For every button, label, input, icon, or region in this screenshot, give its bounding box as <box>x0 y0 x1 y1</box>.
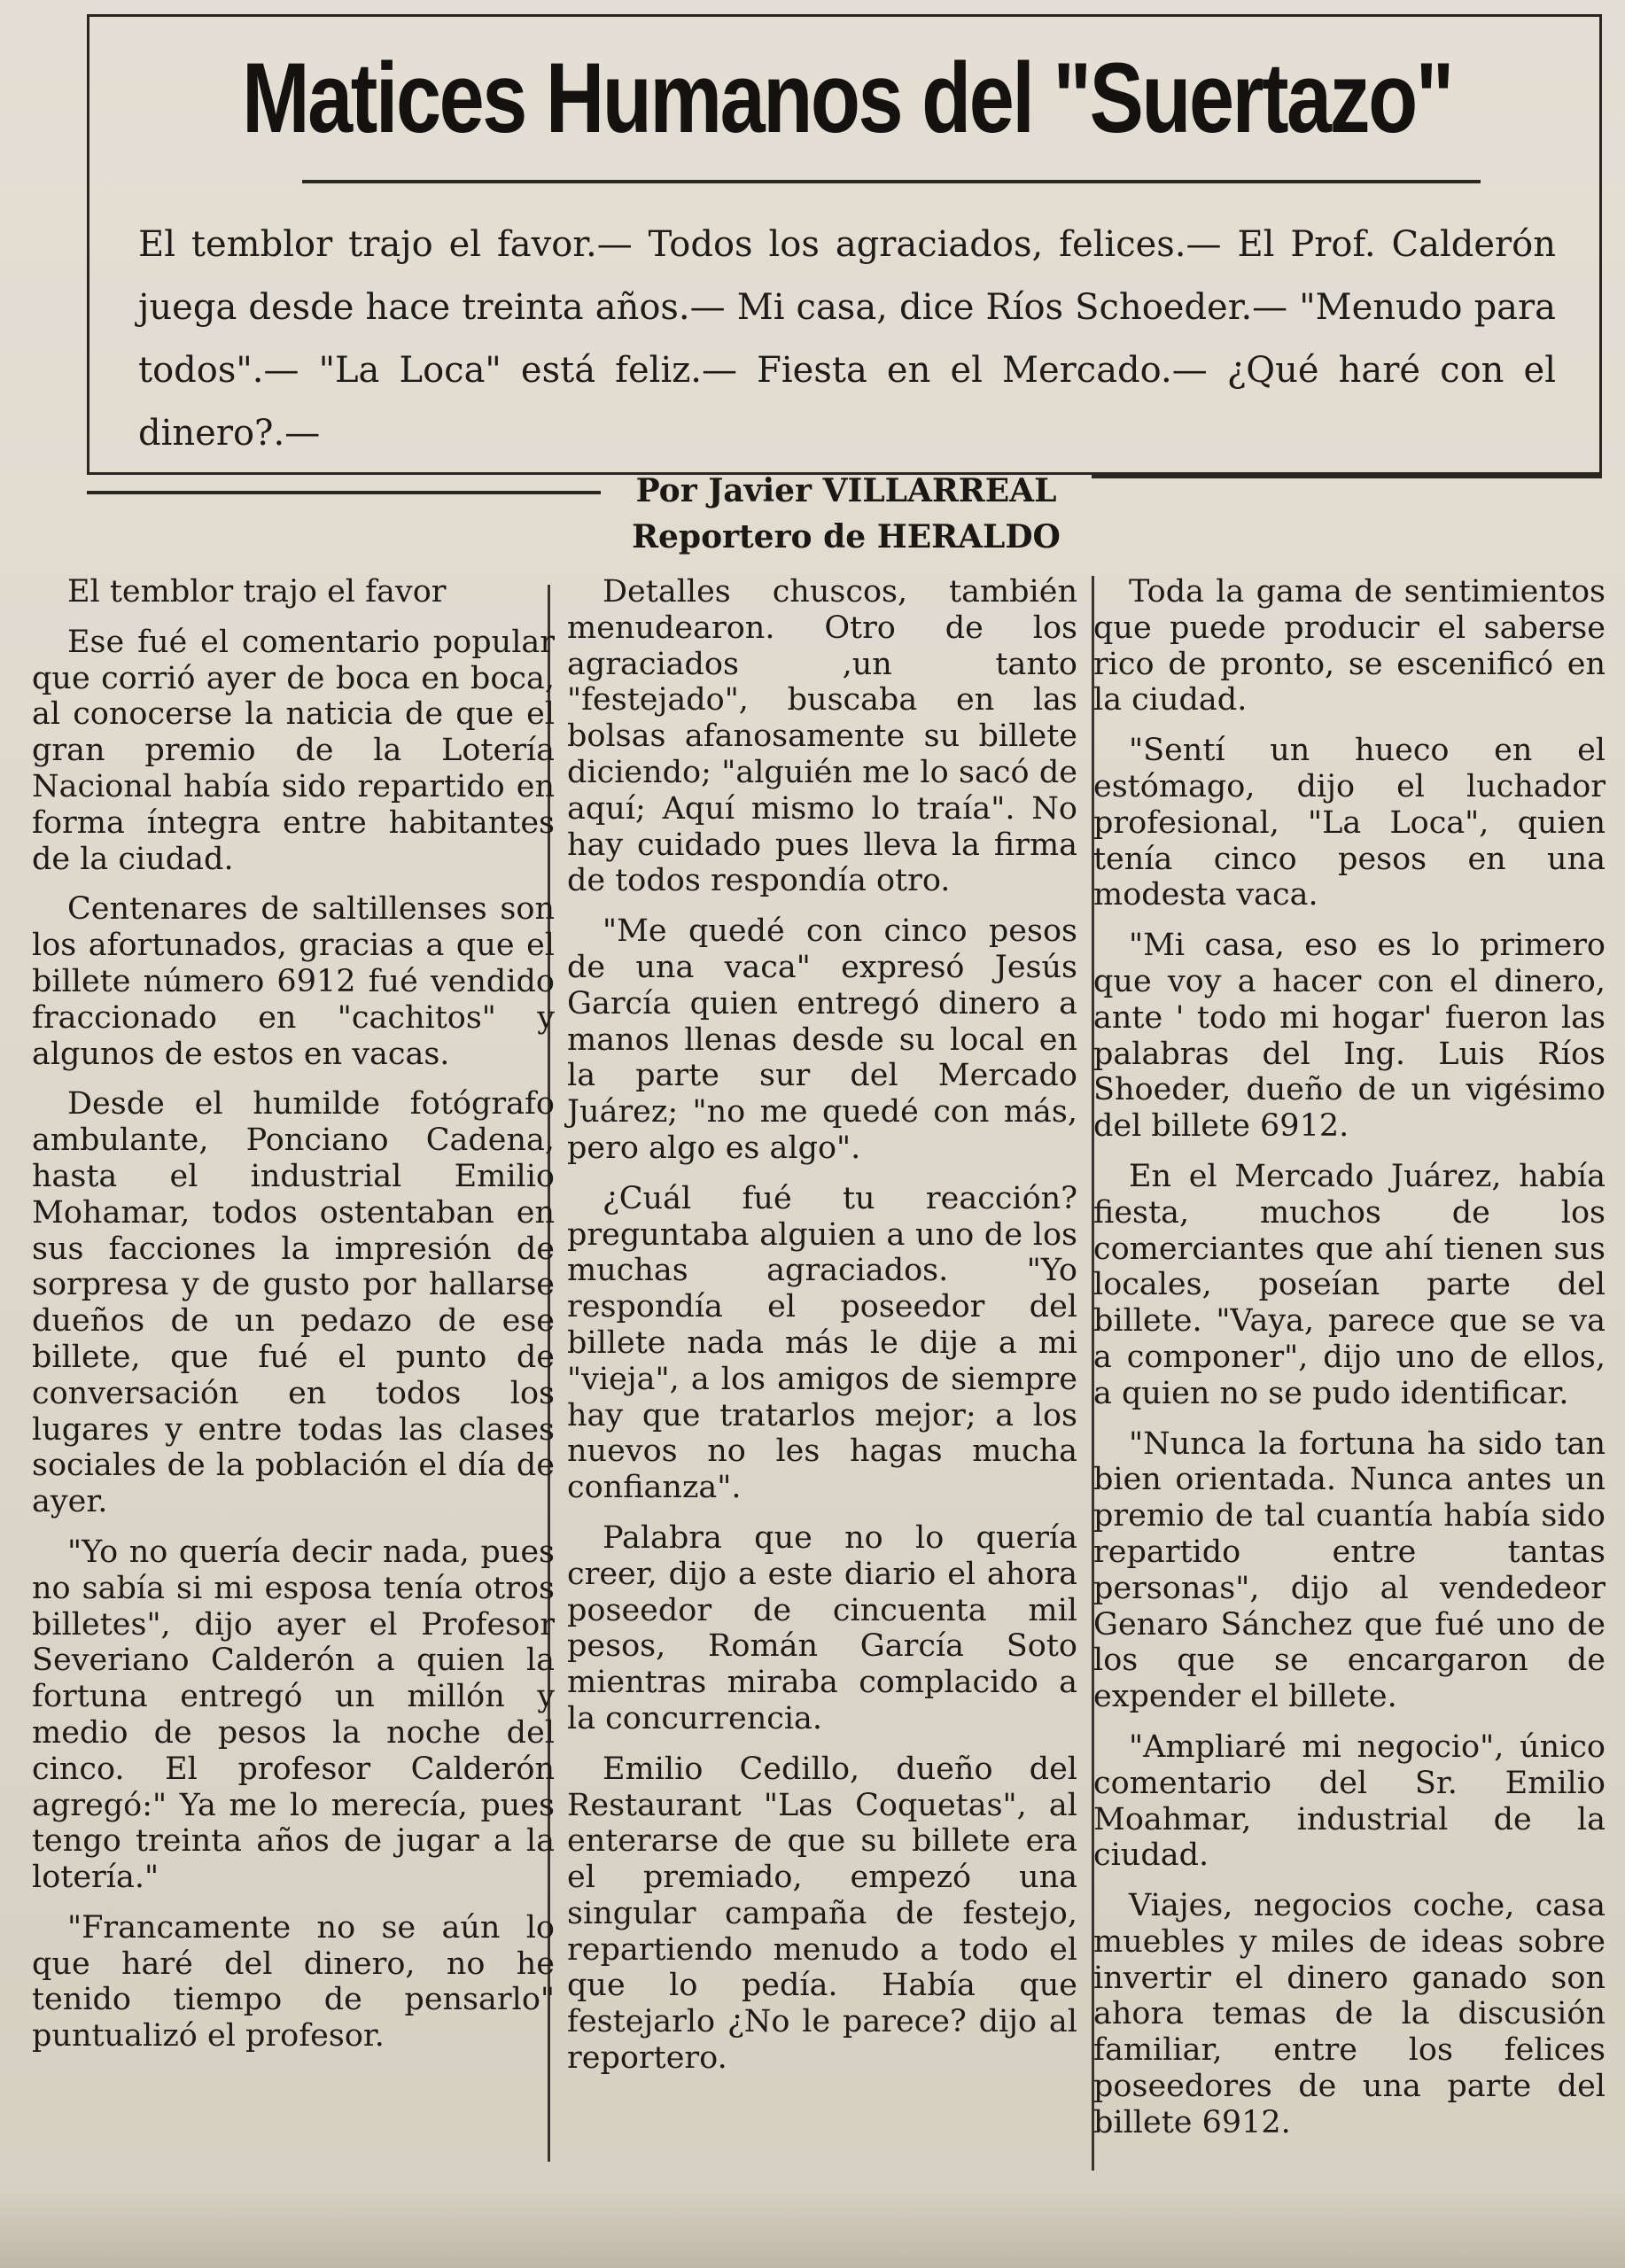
byline-author: Por Javier VILLARREAL <box>635 472 1057 509</box>
paragraph: "Mi casa, eso es lo primero que voy a hacer con el dinero, ante ' todo mi hogar' fueron las palabras del Ing. Luis Ríos Shoeder, dueño de un vigésimo del billete 6912. <box>1093 928 1606 1145</box>
paragraph: Centenares de saltillenses son los afortunados, gracias a que el billete número 6912 fué vendido fraccionado en "cachitos" y algunos de estos en vacas. <box>32 891 555 1072</box>
byline-rule-left <box>87 491 601 494</box>
byline-rule-right <box>1092 475 1602 478</box>
byline-role: Reportero de HERALDO <box>632 518 1061 555</box>
paragraph: El temblor trajo el favor <box>67 574 447 610</box>
paragraph: Toda la gama de sentimientos que puede producir el saberse rico de pronto, se escenificó en la ciudad. <box>1093 574 1606 718</box>
paragraph: "Ampliaré mi negocio", único comentario del Sr. Emilio Moahmar, industrial de la ciudad. <box>1093 1728 1606 1874</box>
paragraph: Emilio Cedillo, dueño del Restaurant "Las Coquetas", al enterarse de que su billete era el premiado, empezó una singular campaña de festejo, repartiendo menudo a todo el que lo pedía. Había que festejarlo ¿No le parece? dijo al reportero. <box>567 1751 1077 2077</box>
headline-rule <box>302 180 1481 183</box>
paragraph: "Yo no quería decir nada, pues no sabía si mi esposa tenía otros billetes", dijo ayer el Profesor Severiano Calderón a quien la fortuna entregó un millón y medio de pesos la noche del cinco. El profesor Calderón agregó:" Ya me lo merecía, pues tengo treinta años de jugar a la lotería." <box>32 1534 555 1896</box>
paper-edge-shadow <box>0 2188 1625 2268</box>
paragraph: "Sentí un hueco en el estómago, dijo el luchador profesional, "La Loca", quien tenía cinco pesos en una modesta vaca. <box>1093 733 1606 913</box>
byline <box>576 468 1116 560</box>
paragraph: "Me quedé con cinco pesos de una vaca" expresó Jesús García quien entregó dinero a manos llenas desde su local en la parte sur del Mercado Juárez; "no me quedé con más, pero algo es algo". <box>567 913 1077 1166</box>
headline: Matices Humanos del "Suertazo" <box>242 43 1452 153</box>
article-column-1 <box>32 574 555 2069</box>
paragraph: Detalles chuscos, también menudearon. Otro de los agraciados ,un tanto "festejado", buscaba en las bolsas afanosamente su billete diciendo; "alguién me lo sacó de aquí; Aquí mismo lo traía". No hay cuidado pues lleva la firma de todos respondía otro. <box>567 574 1077 899</box>
paragraph: "Francamente no se aún lo que haré del dinero, no he tenido tiempo de pensarlo" puntualizó el profesor. <box>32 1909 555 2054</box>
headline-box <box>87 14 1602 475</box>
paragraph: "Nunca la fortuna ha sido tan bien orientada. Nunca antes un premio de tal cuantía había sido repartido entre tantas personas", dijo al vendedeor Genaro Sánchez que fué uno de los que se encargaron de expender el billete. <box>1093 1425 1606 1715</box>
paragraph: ¿Cuál fué tu reacción? preguntaba alguien a uno de los muchas agraciados. "Yo respondía el poseedor del billete nada más le dije a mi "vieja", a los amigos de siempre hay que tratarlos mejor; a los nuevos no les hagas mucha confianza". <box>567 1180 1077 1506</box>
paragraph: Ese fué el comentario popular que corrió ayer de boca en boca, al conocerse la naticia de que el gran premio de la Lotería Nacional había sido repartido en forma íntegra entre habitantes de la ciudad. <box>32 624 555 877</box>
article-column-2 <box>567 574 1077 2091</box>
article-column-3 <box>1093 574 1606 2155</box>
deck-summary: El temblor trajo el favor.— Todos los agraciados, felices.— El Prof. Calderón juega desde hace treinta años.— Mi casa, dice Ríos Schoeder.— "Menudo para todos".— "La Loca" está feliz.— Fiesta en el Mercado.— ¿Qué haré con el dinero?.— <box>138 224 1556 454</box>
paragraph: Palabra que no lo quería creer, dijo a este diario el ahora poseedor de cincuenta mil pesos, Román García Soto mientras miraba complacido a la concurrencia. <box>567 1519 1077 1736</box>
paragraph: En el Mercado Juárez, había fiesta, muchos de los comerciantes que ahí tienen sus locales, poseían parte del billete. "Vaya, parece que se va a componer", dijo uno de ellos, a quien no se pudo identificar. <box>1093 1158 1606 1411</box>
paragraph: Desde el humilde fotógrafo ambulante, Ponciano Cadena, hasta el industrial Emilio Mohamar, todos ostentaban en sus facciones la impresión de sorpresa y de gusto por hallarse dueños de un pedazo de ese billete, que fué el punto de conversación en todos los lugares y entre todas las clases sociales de la población el día de ayer. <box>32 1086 555 1520</box>
paragraph: Viajes, negocios coche, casa muebles y miles de ideas sobre invertir el dinero ganado son ahora temas de la discusión familiar, entre los felices poseedores de una parte del billete 6912. <box>1093 1888 1606 2140</box>
